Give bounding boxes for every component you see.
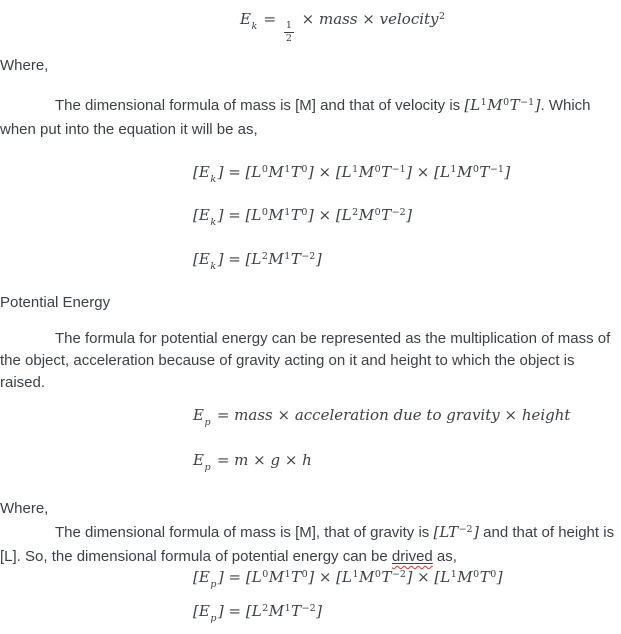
superscript: 0 [374,207,381,218]
superscript: −1 [391,164,406,175]
heading-potential-energy: Potential Energy [0,294,111,311]
text-run: E [240,10,251,28]
where-label-2: Where, [0,500,49,517]
superscript: −2 [458,524,473,535]
text-run: M [268,206,284,224]
text-run: ] = [L [217,568,262,586]
superscript: −1 [520,97,535,108]
text-run: T [291,602,302,620]
superscript: 1 [284,603,291,614]
text-run: T [479,163,490,181]
superscript: 1 [352,164,359,175]
superscript: 0 [490,569,497,580]
paragraph-mass-velocity [0,94,621,141]
text-run: = [258,10,281,28]
text-run: T [290,206,301,224]
superscript: 0 [261,164,268,175]
subscript: k [210,217,217,228]
superscript: 1 [284,164,291,175]
text-run: ] [534,96,541,114]
text-run: ] × [L [307,206,352,224]
equation-potential-mgh [193,449,312,474]
text-run: ] × [L [308,568,352,586]
equation-kinetic-dim-step3 [193,248,322,273]
superscript: 2 [352,207,359,218]
where-label-1: Where, [0,57,49,74]
superscript: 0 [374,164,381,175]
superscript: 2 [262,603,269,614]
text-run: T [509,96,520,114]
equation-potential-dim-step1 [193,566,503,591]
fraction-denominator: 2 [285,33,292,45]
paragraph-gravity-height [0,521,621,568]
text-run: T [381,163,392,181]
subscript: p [210,613,217,624]
subscript: p [210,579,217,590]
superscript: 2 [261,251,268,262]
text-run: M [268,602,285,620]
text-run: M [268,163,284,181]
superscript: 0 [473,569,480,580]
text-run: ] [504,163,511,181]
text-run: E [193,451,204,469]
text-run: The dimensional formula of mass is [M], that of gravity is [55,524,434,541]
equation-kinetic-dim-step1 [193,161,510,186]
text-run: ] [406,206,412,224]
text-run: ] = [L [217,602,262,620]
text-run: The dimensional formula of mass is [M] and that of velocity is [55,97,465,114]
text-run: [E [193,602,210,620]
text-run: ] [315,250,322,268]
text-run: M [359,568,375,586]
superscript: 0 [262,569,269,580]
text-run: T [479,568,490,586]
superscript: −2 [301,251,316,262]
superscript: 0 [472,164,479,175]
text-run: T [290,250,301,268]
text-run: ] × [L [406,163,450,181]
misspelled-word [392,548,433,565]
superscript: −2 [391,207,406,218]
subscript: k [251,21,258,32]
text-run: ] = [L [217,206,262,224]
superscript: −2 [301,603,316,614]
superscript: 0 [301,207,308,218]
text-run: M [457,568,473,586]
superscript: −2 [391,569,406,580]
text-run: = mass × acceleration due to gravity × height [212,406,571,424]
text-run: ] = [L [217,250,262,268]
superscript: 1 [284,569,291,580]
text-run: ] [316,602,323,620]
superscript: 1 [450,569,457,580]
text-run: [LT [433,523,459,541]
superscript: 0 [301,569,308,580]
text-run: M [456,163,473,181]
text-run: The formula for potential energy can be represented as the multiplication of mass of the object, acceleration because of gravity acting on it and height to which the object is raised. [0,330,611,391]
text-run: and that of height is [L]. So, the dimensional formula of potential energy can be [0,524,615,565]
text-run: M [487,96,503,114]
subscript: p [204,462,211,473]
superscript: 1 [480,97,487,108]
text-run: [E [193,568,210,586]
text-run: . Which when put into the equation it will be as, [0,97,591,138]
text-run: ] = [L [217,163,262,181]
superscript: 1 [450,164,457,175]
text-run: T [290,163,301,181]
text-run: = m × g × h [212,451,312,469]
text-run: [L [464,96,481,114]
text-run: M [268,568,285,586]
text-run: T [381,206,392,224]
text-run: ] × [L [307,163,352,181]
superscript: 0 [374,569,381,580]
equation-potential-formula [193,404,570,429]
text-run: T [381,568,392,586]
superscript: 0 [503,97,510,108]
paragraph-potential-energy [0,328,621,394]
text-run: × mass × velocity [296,10,439,28]
text-run: M [358,206,375,224]
text-run: [E [193,250,210,268]
text-run: [E [193,206,210,224]
fraction [284,21,294,44]
fraction-numerator: 1 [285,19,292,31]
text-run: T [291,568,302,586]
superscript: 0 [301,164,308,175]
text-run: ] [473,523,479,541]
superscript: 0 [261,207,268,218]
text-run: E [193,406,204,424]
equation-kinetic-formula [240,8,446,44]
superscript: 1 [284,251,291,262]
text-run: M [358,163,375,181]
text-run: as, [432,548,457,565]
superscript: 1 [352,569,359,580]
superscript: −1 [489,164,504,175]
superscript: 1 [284,207,291,218]
subscript: p [204,417,211,428]
misspelled-word-text: drived [391,548,433,565]
text-run: ] [496,568,503,586]
text-run: M [268,250,284,268]
superscript: 2 [439,11,446,22]
text-run: [E [193,163,210,181]
equation-potential-dim-step2 [193,600,322,625]
equation-kinetic-dim-step2 [193,204,412,229]
text-run: ] × [L [406,568,451,586]
subscript: k [210,174,217,185]
subscript: k [210,261,217,272]
